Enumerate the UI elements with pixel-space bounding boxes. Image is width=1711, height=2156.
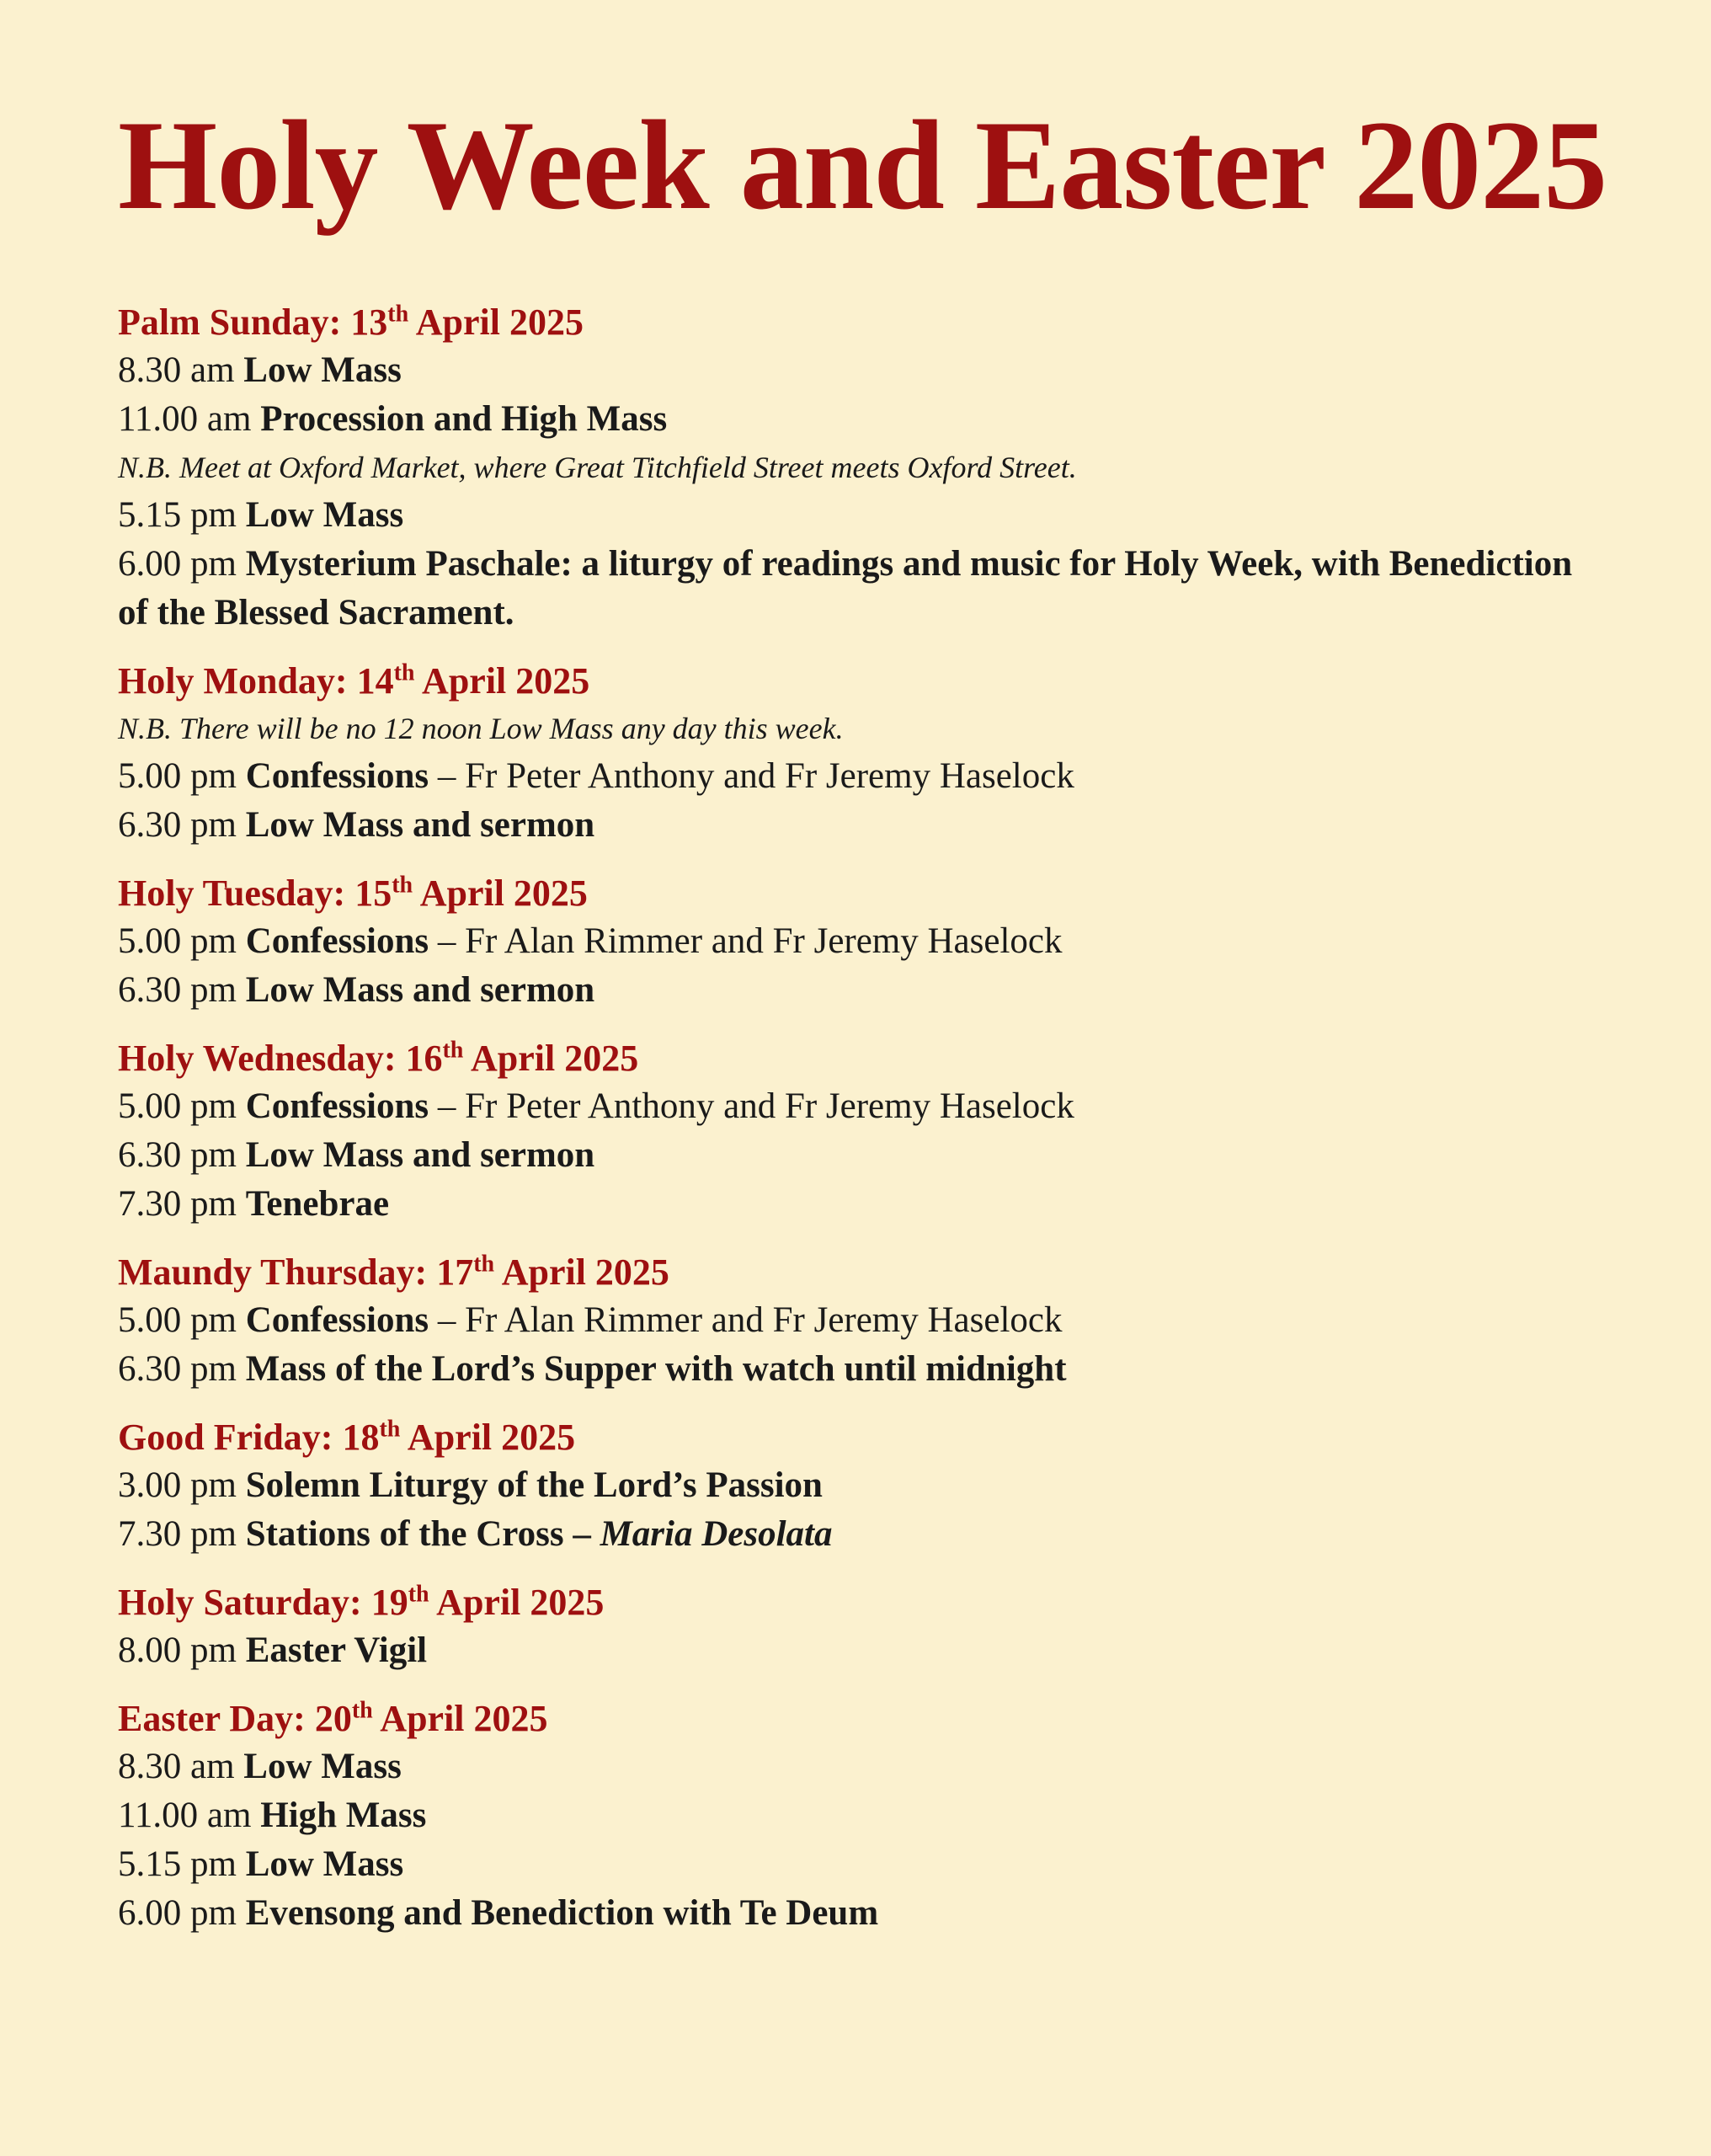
service-time: 5.00 pm (118, 921, 237, 961)
service-time: 6.30 pm (118, 970, 237, 1010)
service-time: 6.30 pm (118, 805, 237, 845)
service-row (118, 1131, 1600, 1180)
service-name: Stations of the Cross – (245, 1514, 600, 1554)
service-time: 5.00 pm (118, 1086, 237, 1126)
service-row (118, 540, 1600, 638)
day-heading (118, 1695, 1600, 1742)
service-time: 7.30 pm (118, 1184, 237, 1224)
service-name: Low Mass and sermon (245, 1135, 595, 1175)
service-name: Low Mass (243, 350, 402, 390)
service-row (118, 1791, 1600, 1840)
day-heading (118, 1414, 1600, 1461)
service-note: N.B. Meet at Oxford Market, where Great Titchfield Street meets Oxford Street. (118, 451, 1077, 484)
service-time: 8.30 am (118, 1747, 235, 1786)
service-row (118, 1742, 1600, 1791)
service-time: 6.30 pm (118, 1349, 237, 1389)
day-good-friday (118, 1414, 1600, 1559)
service-row (118, 1180, 1600, 1229)
service-name: Confessions (245, 1086, 429, 1126)
service-detail: – Fr Peter Anthony and Fr Jeremy Haselock (429, 756, 1074, 796)
day-heading-text: Good Friday: 18 (118, 1417, 380, 1458)
service-time: 3.00 pm (118, 1465, 237, 1505)
day-heading (118, 658, 1600, 705)
page-title: Holy Week and Easter 2025 (118, 94, 1607, 236)
service-name: Low Mass and sermon (245, 805, 595, 845)
service-row (118, 1889, 1600, 1938)
day-heading-text: Maundy Thursday: 17 (118, 1251, 474, 1293)
service-note: N.B. There will be no 12 noon Low Mass any day this week. (118, 712, 844, 745)
service-name: Easter Vigil (245, 1630, 428, 1670)
service-time: 8.30 am (118, 350, 235, 390)
service-name: Procession and High Mass (260, 399, 668, 439)
ordinal-suffix: th (387, 301, 409, 328)
service-row (118, 346, 1600, 395)
day-heading (118, 1249, 1600, 1296)
day-heading-month: April 2025 (400, 1417, 576, 1458)
ordinal-suffix: th (442, 1037, 464, 1064)
day-heading-text: Holy Monday: 14 (118, 660, 394, 702)
service-name: Mysterium Paschale: a liturgy of readings and music for Holy Week, with Benediction of the Blessed Sacrament. (118, 544, 1573, 632)
day-heading-text: Holy Tuesday: 15 (118, 873, 392, 914)
day-holy-wednesday (118, 1035, 1600, 1229)
day-heading-month: April 2025 (463, 1038, 639, 1079)
day-heading-month: April 2025 (372, 1698, 548, 1739)
service-time: 8.00 pm (118, 1630, 237, 1670)
service-time: 5.00 pm (118, 756, 237, 796)
service-name-italic: Maria Desolata (600, 1514, 833, 1554)
service-time: 11.00 am (118, 1796, 252, 1835)
schedule (118, 299, 1600, 1958)
service-row (118, 1461, 1600, 1510)
day-heading-month: April 2025 (494, 1251, 669, 1293)
service-time: 5.15 pm (118, 495, 237, 535)
day-holy-saturday (118, 1579, 1600, 1675)
service-row (118, 917, 1600, 966)
day-heading-month: April 2025 (429, 1582, 605, 1623)
day-heading (118, 299, 1600, 346)
service-name: Solemn Liturgy of the Lord’s Passion (245, 1465, 823, 1505)
service-time: 6.00 pm (118, 1893, 237, 1933)
service-detail: – Fr Peter Anthony and Fr Jeremy Haselock (429, 1086, 1074, 1126)
service-row (118, 966, 1600, 1015)
day-heading (118, 870, 1600, 917)
service-row (118, 801, 1600, 850)
ordinal-suffix: th (473, 1251, 495, 1278)
service-time: 5.15 pm (118, 1844, 237, 1884)
service-name: Mass of the Lord’s Supper with watch until midnight (245, 1349, 1067, 1389)
day-heading-text: Holy Saturday: 19 (118, 1582, 408, 1623)
ordinal-suffix: th (351, 1697, 373, 1724)
day-heading-text: Holy Wednesday: 16 (118, 1038, 443, 1079)
day-heading (118, 1035, 1600, 1082)
service-name: Evensong and Benediction with Te Deum (245, 1893, 879, 1933)
service-time: 7.30 pm (118, 1514, 237, 1554)
day-heading-text: Easter Day: 20 (118, 1698, 352, 1739)
service-name: Low Mass and sermon (245, 970, 595, 1010)
service-row (118, 1296, 1600, 1345)
day-heading-month: April 2025 (414, 660, 590, 702)
day-heading-month: April 2025 (413, 873, 588, 914)
ordinal-suffix: th (408, 1581, 429, 1608)
day-heading-text: Palm Sunday: 13 (118, 302, 388, 343)
day-palm-sunday (118, 299, 1600, 638)
service-row (118, 395, 1600, 444)
service-row (118, 1510, 1600, 1559)
day-easter-day (118, 1695, 1600, 1938)
service-detail: – Fr Alan Rimmer and Fr Jeremy Haselock (429, 921, 1063, 961)
ordinal-suffix: th (379, 1416, 401, 1443)
service-row (118, 1626, 1600, 1675)
service-row (118, 1082, 1600, 1131)
service-row (118, 1840, 1600, 1889)
day-holy-monday (118, 658, 1600, 850)
service-detail: – Fr Alan Rimmer and Fr Jeremy Haselock (429, 1300, 1063, 1340)
service-name: Confessions (245, 1300, 429, 1340)
service-name: Confessions (245, 756, 429, 796)
service-name: Confessions (245, 921, 429, 961)
service-row (118, 752, 1600, 801)
day-maundy-thursday (118, 1249, 1600, 1394)
service-row (118, 1345, 1600, 1394)
day-heading-month: April 2025 (408, 302, 584, 343)
service-name: High Mass (260, 1796, 427, 1835)
service-time: 11.00 am (118, 399, 252, 439)
service-name: Low Mass (243, 1747, 402, 1786)
service-name: Low Mass (245, 495, 404, 535)
service-row (118, 491, 1600, 540)
service-time: 6.00 pm (118, 544, 237, 584)
service-time: 5.00 pm (118, 1300, 237, 1340)
day-heading (118, 1579, 1600, 1626)
service-name: Low Mass (245, 1844, 404, 1884)
ordinal-suffix: th (393, 659, 415, 686)
day-holy-tuesday (118, 870, 1600, 1015)
service-name: Tenebrae (245, 1184, 390, 1224)
service-time: 6.30 pm (118, 1135, 237, 1175)
ordinal-suffix: th (392, 872, 413, 899)
